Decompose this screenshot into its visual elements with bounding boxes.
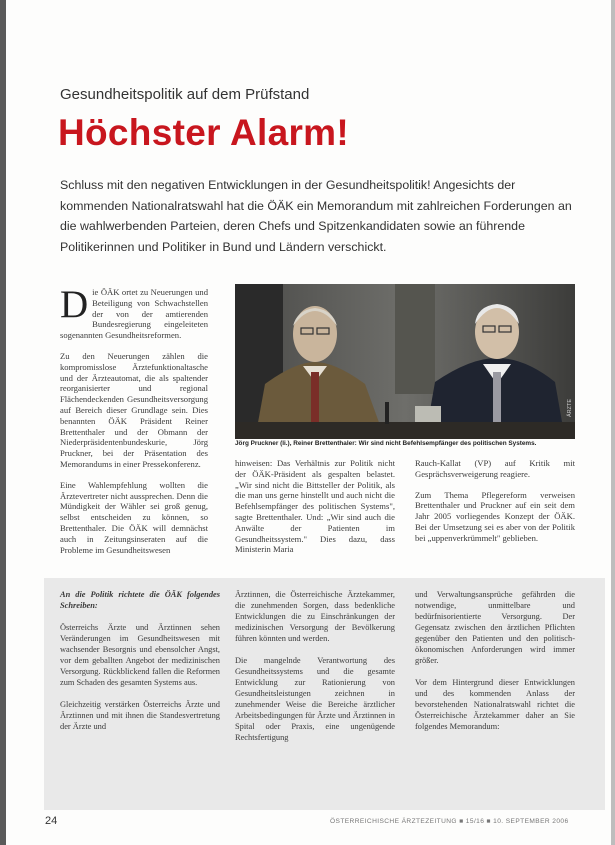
body-column-2 [235, 458, 395, 565]
memorandum-paragraph: und Verwaltungsansprüche gefährden die notwendige, unmittelbare und bedürfnisorientierte Versorgung. Der Gegensatz zwischen den ärztlichen Pflichten gegenüber den Patienten und den politisch-ökonomischen Anforderungen wird immer größer. [415, 590, 575, 665]
photo-credit: ÄRZTE [567, 398, 573, 417]
scan-edge-left [0, 0, 6, 845]
article-kicker: Gesundheitspolitik auf dem Prüfstand [60, 86, 310, 103]
memorandum-column-2 [235, 589, 395, 754]
photo-caption: Jörg Pruckner (li.), Reiner Brettenthaler: Wir sind nicht Befehlsempfänger des politischen Systems. [235, 440, 537, 447]
body-paragraph: Zum Thema Pflegereform verweisen Brettenthaler und Pruckner auf ein seit dem Jahr 2005 vorliegendes Konzept der ÖÄK. Bei der Umsetzung sei es aber von der Politik bei „uppenverkrümmelt" geblieben. [415, 489, 575, 543]
body-paragraph [60, 283, 208, 341]
memorandum-paragraph: Österreichs Ärzte und Ärztinnen sehen Veränderungen im Gesundheitswesen mit wachsender Besorgnis und ebensolcher Angst, vor dem geballten Angebot der medizinischen Versorgung. Rückblickend fallen die Reformen zum Schaden des gesamten Systems aus. [60, 623, 220, 687]
memorandum-paragraph: Gleichzeitig verstärken Österreichs Ärzte und Ärztinnen und mit ihnen die Standesvertretung der Ärzte und [60, 700, 220, 731]
page-number: 24 [45, 815, 58, 827]
body-paragraph: hinweisen: Das Verhältnis zur Politik nicht der ÖÄK-Präsident als gespalten belastet. „Wir sind nicht die Bittsteller der Politik, als die man uns gerne hinstellt und auch nicht die Befehlsempfänger des politischen Systems", sagte Brettenthaler. Und: „Wir sind auch die Anwälte der Patienten im Gesundheitssystem." Dies dazu, dass Ministerin Maria [235, 458, 395, 555]
memorandum-column-3 [415, 589, 575, 743]
article-lead: Schluss mit den negativen Entwicklungen in der Gesundheitspolitik! Angesichts der kommenden Nationalratswahl hat die ÖÄK ein Memorandum mit zahlreichen Forderungen an die wahlwerbenden Parteien, deren Chefs und Spitzenkandidaten sowie an führende Politikerinnen und Politiker in Bund und Ländern verschickt. [60, 178, 572, 254]
press-conference-photo [235, 284, 575, 439]
article-headline: Höchster Alarm! [58, 112, 349, 153]
memorandum-paragraph: Ärztinnen, die Österreichische Ärztekammer, die zunehmenden Sorgen, dass bedenkliche Entwicklungen die zu Einschränkungen der medizinischen Versorgung der Bevölkerung führen könnten und werden. [235, 590, 395, 643]
memorandum-paragraph: Vor dem Hintergrund dieser Entwicklungen und des kommenden Anlass der bevorstehenden Nationalratswahl richtet die Österreichische Ärztekammer daher an Sie folgendes Memorandum: [415, 678, 575, 731]
body-paragraph: Eine Wahlempfehlung wollten die Ärztevertreter nicht aussprechen. Denn die Mündigkeit der Wähler sei groß genug, selbst entscheiden zu können, so Brettenthaler. Die ÖÄK will demnächst auch in Zeitungsinseraten auf die Probleme im Gesundheitswesen [60, 479, 208, 555]
memorandum-column-1 [60, 589, 220, 743]
page-footer: ÖSTERREICHISCHE ÄRZTEZEITUNG ■ 15/16 ■ 10. SEPTEMBER 2006 [330, 818, 569, 825]
paragraph-text: ie ÖÄK ortet zu Neuerungen und Beteiligung von Schwachstellen der von der amtierenden Bundesregierung eingeleiteten sogenannten Gesundheitsreformen. [60, 287, 208, 341]
drop-cap: D [60, 283, 89, 326]
memorandum-intro: An die Politik richtete die ÖÄK folgendes Schreiben: [60, 590, 220, 610]
body-paragraph: Zu den Neuerungen zählen die kompromisslose Ärztefunktionaltasche und der Ärzteautomat, die als spaltender reorganisierter und regional Flächendeckenden Gesundheitsversorgung auf Bereich dieser Grundlage sein. Dies benannten ÖÄK Präsident Reiner Brettenthaler und der Obmann der Niederpräsidentenbundeskurie, Jörg Pruckner, bei der Präsentation des Memorandums in einer Pressekonferenz. [60, 350, 208, 469]
body-paragraph: Rauch-Kallat (VP) auf Kritik mit Gesprächsverweigerung reagiere. [415, 458, 575, 479]
scan-edge-right [611, 0, 615, 845]
body-column-1 [60, 283, 208, 565]
memorandum-paragraph: Die mangelnde Verantwortung des Gesundheitssystems und die gesamte Entwicklung zur Rationierung von Gesundheitsleistungen zeichnen in zunehmender Weise die Bereiche ärztlicher Arbeitsbedingungen für Ärzte und Ärztinnen in Spital oder Praxis, eine ungenügende Rechtsfertigung [235, 656, 395, 742]
body-column-3 [415, 458, 575, 554]
photo-image [235, 284, 575, 439]
